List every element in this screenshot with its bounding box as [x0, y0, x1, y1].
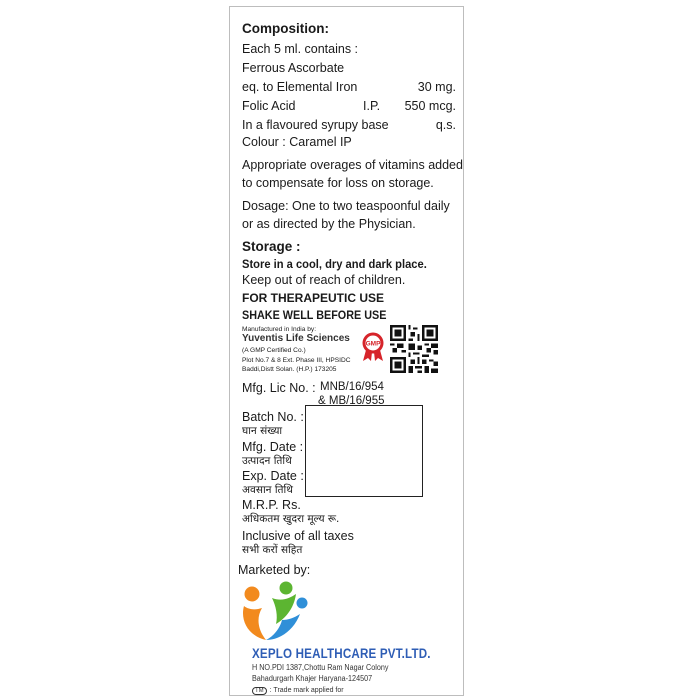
composition-colour: Colour : Caramel IP: [242, 135, 352, 149]
storage-title: Storage :: [242, 239, 301, 254]
composition-iron-row: [242, 80, 456, 94]
medicine-label-panel: [229, 6, 464, 696]
trademark-text: : Trade mark applied for: [269, 687, 344, 694]
qr-code-icon: [390, 325, 438, 373]
inclusive-taxes: Inclusive of all taxes: [242, 529, 354, 543]
storage-line-2: Keep out of reach of children.: [242, 273, 406, 287]
shake-well: SHAKE WELL BEFORE USE: [242, 308, 387, 322]
marketer-address-1: H NO.PDI 1387,Chottu Ram Nagar Colony: [252, 663, 389, 672]
manufacturer-name: Yuventis Life Sciences: [242, 333, 350, 344]
batch-no-hindi: घान संख्या: [242, 425, 283, 437]
dosage-line-2: or as directed by the Physician.: [242, 217, 416, 231]
exp-date-hindi: अवसान तिथि: [242, 484, 293, 496]
composition-iron-value: 30 mg.: [417, 80, 456, 94]
composition-base-label: In a flavoured syrupy base: [242, 118, 389, 132]
composition-title: Composition:: [242, 21, 329, 36]
manufacturer-address-1: Plot No.7 & 8 Ext. Phase III, HPSIDC: [242, 357, 351, 364]
exp-date-label: Exp. Date :: [242, 469, 304, 483]
composition-folic-label: Folic Acid: [242, 99, 296, 113]
composition-folic-row: [242, 99, 456, 113]
marketed-by-label: Marketed by:: [238, 563, 311, 577]
mfg-date-label: Mfg. Date :: [242, 440, 304, 454]
composition-folic-value: 550 mcg.: [404, 99, 456, 113]
license-label: Mfg. Lic No. :: [242, 381, 316, 395]
trademark-note: [252, 687, 344, 695]
xeplo-logo-icon: [236, 580, 320, 644]
dosage-line-1: Dosage: One to two teaspoonful daily: [242, 199, 450, 213]
therapeutic-use: FOR THERAPEUTIC USE: [242, 291, 385, 305]
trademark-symbol: TM: [252, 687, 267, 695]
composition-each: Each 5 ml. contains :: [242, 42, 359, 56]
overages-line-2: to compensate for loss on storage.: [242, 176, 434, 190]
composition-base-row: [242, 118, 456, 132]
batch-details-box: [305, 405, 423, 497]
batch-no-label: Batch No. :: [242, 410, 304, 424]
composition-iron-label: eq. to Elemental Iron: [242, 80, 358, 94]
composition-folic-ip: I.P.: [363, 99, 381, 113]
mrp-label: M.R.P. Rs.: [242, 498, 301, 512]
gmp-badge-icon: [360, 332, 386, 362]
mrp-hindi: अधिकतम खुदरा मूल्य रू.: [242, 513, 340, 525]
inclusive-taxes-hindi: सभी करों सहित: [242, 544, 303, 556]
storage-line-1: Store in a cool, dry and dark place.: [242, 257, 427, 271]
manufacturer-address-2: Baddi,Distt Solan. (H.P.) 173205: [242, 366, 337, 373]
gmp-badge-text: GMP: [365, 340, 381, 348]
manufacturer-cert: (A GMP Certified Co.): [242, 347, 306, 354]
overages-line-1: Appropriate overages of vitamins added: [242, 158, 463, 172]
mfg-date-hindi: उत्पादन तिथि: [242, 455, 292, 467]
composition-base-value: q.s.: [435, 118, 456, 132]
license-value-2: & MB/16/955: [318, 395, 385, 407]
marketer-address-2: Bahadurgarh Khajer Haryana-124507: [252, 674, 373, 683]
composition-ferrous: Ferrous Ascorbate: [242, 61, 345, 75]
manufacturer-intro: Manufactured in India by:: [242, 326, 317, 333]
license-value-1: MNB/16/954: [320, 381, 384, 393]
marketer-company-name: XEPLO HEALTHCARE PVT.LTD.: [252, 646, 431, 661]
